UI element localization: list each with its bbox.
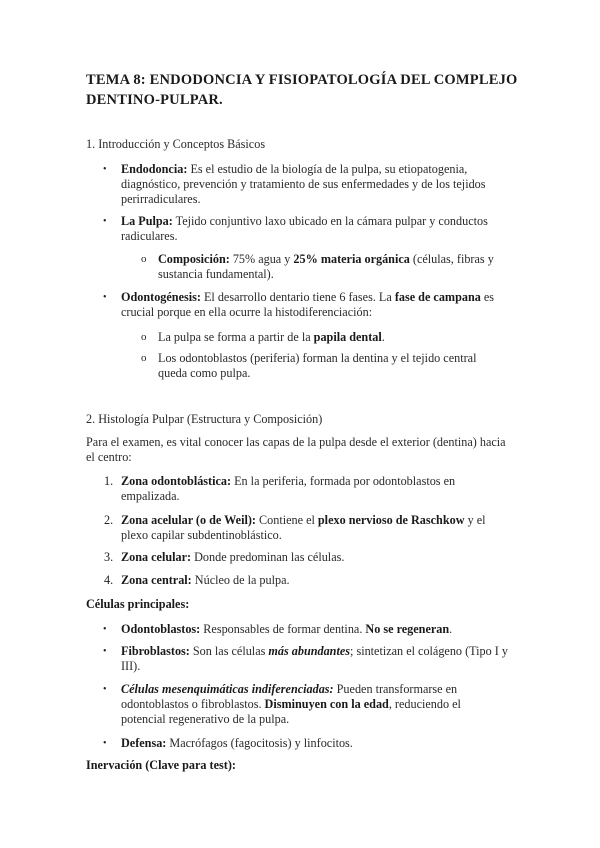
bold-text: fase de campana: [394, 290, 481, 304]
circle-marker: o: [141, 331, 147, 343]
item-text: Es el estudio de la biología de la pulpa, su etiopatogenia, diagnóstico, prevención y tratamiento de sus enfermedades y de los tejidos perirradiculares.: [121, 162, 486, 206]
cell-mesenquimaticas: [121, 682, 506, 727]
circle-marker: o: [141, 253, 147, 265]
list-item-pulpa: [121, 214, 501, 244]
bullet-marker: •: [103, 646, 107, 657]
term-zona-central: Zona central:: [121, 573, 192, 587]
bullet-marker: •: [103, 624, 107, 635]
bullet-marker: •: [103, 164, 107, 175]
zone-acelular: [121, 513, 513, 543]
document-title: TEMA 8: ENDODONCIA Y FISIOPATOLOGÍA DEL COMPLEJO DENTINO-PULPAR.: [86, 72, 518, 108]
item-text: es crucial porque en ella ocurre la histodiferenciación:: [121, 290, 495, 319]
circle-marker: o: [141, 352, 147, 364]
term-odontoblastos: Odontoblastos:: [121, 622, 201, 636]
section-2-heading: 2. Histología Pulpar (Estructura y Composición): [86, 412, 323, 426]
zone-celular: [121, 550, 501, 565]
term-pulpa: La Pulpa:: [121, 214, 173, 228]
list-item-endodoncia: [121, 162, 501, 207]
term-zona-celular: Zona celular:: [121, 550, 192, 564]
item-text: (células, fibras y sustancia fundamental).: [158, 252, 494, 281]
item-text: Macrófagos (fagocitosis) y linfocitos.: [166, 736, 353, 750]
section-1-heading: 1. Introducción y Conceptos Básicos: [86, 137, 266, 151]
bullet-marker: •: [103, 292, 107, 303]
number-marker: 3.: [104, 550, 114, 564]
item-text: El desarrollo dentario tiene 6 fases. La: [200, 290, 395, 304]
bold-text: Disminuyen con la edad: [264, 697, 389, 711]
item-text: , reduciendo el potencial regenerativo de la pulpa.: [121, 697, 461, 726]
bold-text: Células principales:: [86, 597, 190, 611]
number-marker: 4.: [104, 573, 114, 587]
bold-text: Inervación (Clave para test):: [86, 758, 236, 772]
term-endodoncia: Endodoncia:: [121, 162, 188, 176]
bullet-marker: •: [103, 684, 107, 695]
term-mesenquimaticas: Células mesenquimáticas indiferenciadas:: [121, 682, 334, 696]
term-odontogenesis: Odontogénesis:: [121, 290, 201, 304]
cell-fibroblastos: [121, 644, 513, 674]
bold-text: papila dental: [313, 330, 382, 344]
innervation-heading: [86, 758, 236, 773]
item-text: .: [449, 622, 453, 636]
item-text: ; sintetizan el colágeno (Tipo I y III).: [121, 644, 508, 673]
bullet-marker: •: [103, 216, 107, 227]
cell-odontoblastos: [121, 622, 501, 637]
item-text: Núcleo de la pulpa.: [191, 573, 290, 587]
item-text: Son las células: [189, 644, 269, 658]
term-zona-acelular: Zona acelular (o de Weil):: [121, 513, 256, 527]
list-item-odontogenesis: [121, 290, 503, 320]
item-text: Pueden transformarse en odontoblastos o fibroblastos.: [121, 682, 458, 711]
bullet-marker: •: [103, 738, 107, 749]
item-text: y el plexo capilar subdentinoblástico.: [121, 513, 486, 542]
item-text: Contiene el: [255, 513, 318, 527]
bold-text: 25% materia orgánica: [293, 252, 410, 266]
item-text: En la periferia, formada por odontoblastos en empalizada.: [121, 474, 456, 503]
term-defensa: Defensa:: [121, 736, 167, 750]
zone-central: [121, 573, 501, 588]
cell-defensa: [121, 736, 501, 751]
sublist-item-papila: [158, 330, 503, 345]
term-composicion: Composición:: [158, 252, 230, 266]
bold-italic-text: más abundantes: [268, 644, 351, 658]
number-marker: 2.: [104, 513, 114, 527]
item-text: La pulpa se forma a partir de la: [158, 330, 314, 344]
item-text: Responsables de formar dentina.: [200, 622, 366, 636]
sublist-item-odontoblastos: Los odontoblastos (periferia) forman la dentina y el tejido central queda como pulpa.: [158, 351, 477, 380]
sublist-item-composicion: [158, 252, 503, 282]
term-zona-odontoblastica: Zona odontoblástica:: [121, 474, 232, 488]
section-2-intro: Para el examen, es vital conocer las capas de la pulpa desde el exterior (dentina) hacia el centro:: [86, 435, 506, 464]
bold-text: No se regeneran: [365, 622, 450, 636]
zone-odontoblastica: [121, 474, 501, 504]
bold-text: plexo nervioso de Raschkow: [317, 513, 465, 527]
item-text: 75% agua y: [229, 252, 294, 266]
number-marker: 1.: [104, 474, 114, 488]
term-fibroblastos: Fibroblastos:: [121, 644, 190, 658]
item-text: Tejido conjuntivo laxo ubicado en la cámara pulpar y conductos radiculares.: [121, 214, 488, 243]
cells-heading: [86, 597, 189, 612]
item-text: .: [381, 330, 385, 344]
item-text: Donde predominan las células.: [191, 550, 345, 564]
